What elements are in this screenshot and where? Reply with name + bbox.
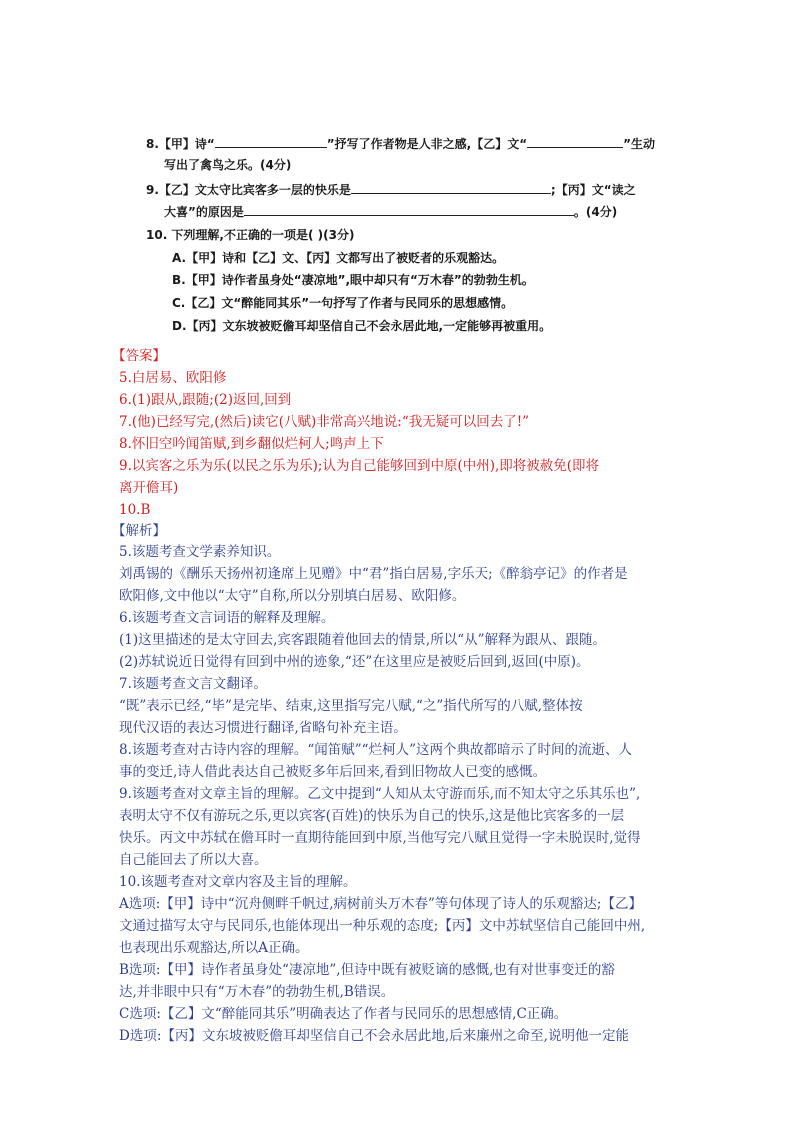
analysis-line: 文通过描写太守与民同乐,也能体现出一种乐观的态度;【丙】文中苏轼坚信自己能回中州, — [119, 918, 646, 934]
answer-line: 离开儋耳) — [119, 480, 179, 496]
answer-line: 8.怀旧空吟闻笛赋,到乡翻似烂柯人;鸣声上下 — [119, 436, 384, 452]
q10-option-c: C.【乙】文“醉能同其乐”一句抒写了作者与民同乐的思想感情。 — [172, 296, 514, 310]
q10-option-a: A.【甲】诗和【乙】文、【丙】文都写出了被贬者的乐观豁达。 — [172, 251, 505, 265]
q9-text-d: 。(4分) — [573, 205, 618, 219]
analysis-line: 7.该题考查文言文翻译。 — [119, 676, 267, 692]
analysis-line: 刘禹锡的《酬乐天扬州初逢席上见赠》中“君”指白居易,字乐天;《醉翁亭记》的作者是 — [119, 566, 628, 582]
analysis-line: 5.该题考查文学素养知识。 — [119, 544, 281, 560]
analysis-line: (2)苏轼说近日觉得有回到中州的迹象,“还”在这里应是被贬后回到,返回(中原)。 — [119, 654, 590, 670]
answer-line: 7.(他)已经写完,(然后)读它(八赋)非常高兴地说:“我无疑可以回去了!” — [119, 414, 530, 430]
q9-text-b: ;【丙】文“读之 — [550, 183, 636, 197]
analysis-line: B选项:【甲】诗作者虽身处“凄凉地”,但诗中既有被贬谪的感慨,也有对世事变迁的豁 — [119, 962, 615, 978]
analysis-line: 也表现出乐观豁达,所以A正确。 — [119, 940, 309, 956]
analysis-line: 自己能回去了所以大喜。 — [119, 852, 268, 868]
analysis-line: D选项:【丙】文东坡被贬儋耳却坚信自己不会永居此地,后来廉州之命至,说明他一定能 — [119, 1028, 629, 1044]
question-9-line-2 — [164, 204, 617, 220]
q9-blank-1[interactable] — [351, 183, 551, 194]
analysis-line: 快乐。丙文中苏轼在儋耳时一直期待能回到中原,当他写完八赋且觉得一字未脱误时,觉得 — [119, 830, 641, 846]
q8-blank-2[interactable] — [527, 137, 623, 148]
answer-heading: 【答案】 — [112, 348, 166, 364]
q8-text-b: ”抒写了作者物是人非之感,【乙】文“ — [326, 137, 528, 151]
analysis-line: “既”表示已经,“毕”是完毕、结束,这里指写完八赋,“之”指代所写的八赋,整体按 — [119, 698, 583, 714]
q10-option-b: B.【甲】诗作者虽身处“凄凉地”,眼中却只有“万木春”的勃勃生机。 — [172, 273, 534, 287]
analysis-line: 10.该题考查对文章内容及主旨的理解。 — [119, 874, 357, 890]
analysis-line: 8.该题考查对古诗内容的理解。“闻笛赋”“烂柯人”这两个典故都暗示了时间的流逝、人 — [119, 742, 632, 758]
q8-blank-1[interactable] — [215, 137, 327, 148]
analysis-line: 现代汉语的表达习惯进行翻译,省略句补充主语。 — [119, 720, 407, 736]
question-10-stem: 10. 下列理解,不正确的一项是( )(3分) — [146, 228, 355, 242]
q8-text-c: ”生动 — [623, 137, 656, 151]
analysis-heading: 【解析】 — [112, 523, 166, 539]
answer-line: 5.白居易、欧阳修 — [119, 370, 227, 386]
q9-blank-2[interactable] — [244, 205, 574, 216]
q10-option-d: D.【丙】文东坡被贬儋耳却坚信自己不会永居此地,一定能够再被重用。 — [172, 319, 552, 333]
analysis-line: A选项:【甲】诗中“沉舟侧畔千帆过,病树前头万木春”等句体现了诗人的乐观豁达;【乙】 — [119, 896, 642, 912]
analysis-line: 达,并非眼中只有“万木春”的勃勃生机,B错误。 — [119, 984, 395, 1000]
analysis-line: 事的变迁,诗人借此表达自己被贬多年后回来,看到旧物故人已变的感慨。 — [119, 764, 547, 780]
q9-text-a: 9.【乙】文太守比宾客多一层的快乐是 — [146, 183, 351, 197]
analysis-line: 6.该题考查文言词语的解释及理解。 — [119, 610, 335, 626]
answer-line: 10.B — [119, 502, 151, 518]
q9-text-c: 大喜”的原因是 — [164, 205, 244, 219]
analysis-line: C选项:【乙】文“醉能同其乐”明确表达了作者与民同乐的思想感情,C正确。 — [119, 1006, 568, 1022]
analysis-line: 9.该题考查对文章主旨的理解。乙文中提到“人知从太守游而乐,而不知太守之乐其乐也”, — [119, 786, 641, 802]
analysis-line: 欧阳修,文中他以“太守”自称,所以分别填白居易、欧阳修。 — [119, 588, 466, 604]
answer-line: 6.(1)跟从,跟随;(2)返回,回到 — [119, 392, 292, 408]
question-9-line-1 — [146, 182, 636, 198]
analysis-line: (1)这里描述的是太守回去,宾客跟随着他回去的情景,所以“从”解释为跟从、跟随。 — [119, 632, 607, 648]
answer-line: 9.以宾客之乐为乐(以民之乐为乐);认为自己能够回到中原(中州),即将被赦免(即将 — [119, 458, 600, 474]
question-8-line-1 — [146, 136, 655, 152]
question-8-line-2: 写出了禽鸟之乐。(4分) — [164, 158, 292, 172]
analysis-line: 表明太守不仅有游玩之乐,更以宾客(百姓)的快乐为自己的快乐,这是他比宾客多的一层 — [119, 808, 625, 824]
q8-text-a: 8.【甲】诗“ — [146, 137, 215, 151]
